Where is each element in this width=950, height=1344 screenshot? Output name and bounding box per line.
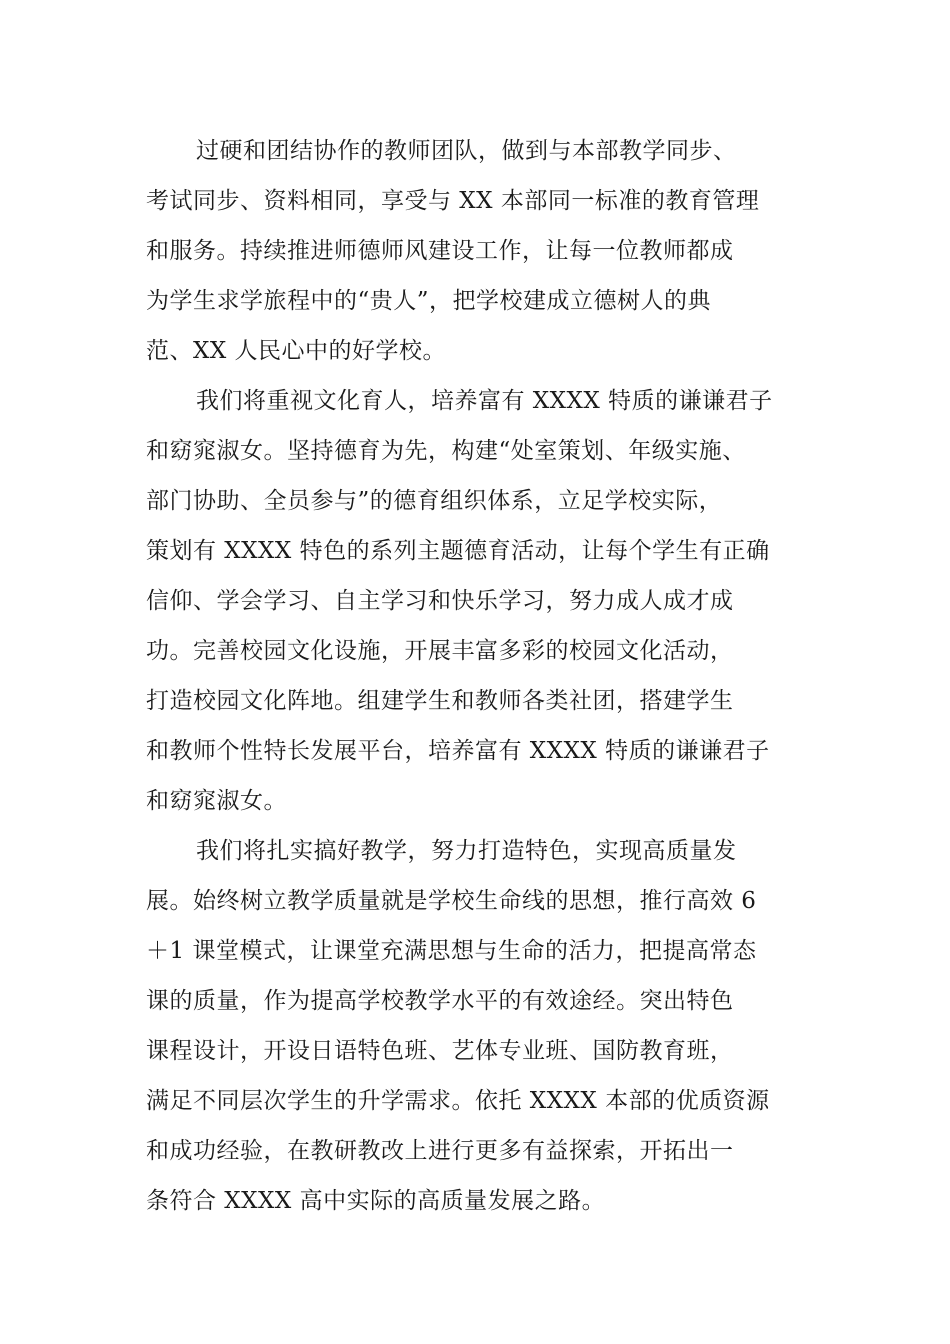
paragraph-line: 我们将重视文化育人，培养富有 XXXX 特质的谦谦君子: [196, 388, 773, 414]
paragraph-line: 和窈窕淑女。: [146, 788, 287, 814]
paragraph-line: 课程设计，开设日语特色班、艺体专业班、国防教育班，: [146, 1038, 734, 1064]
paragraph-line: 考试同步、资料相同，享受与 XX 本部同一标准的教育管理: [146, 188, 760, 214]
paragraph-line: 和成功经验，在教研教改上进行更多有益探索，开拓出一: [146, 1138, 734, 1164]
paragraph-1: [146, 126, 806, 376]
paragraph-line: 功。完善校园文化设施，开展丰富多彩的校园文化活动，: [146, 638, 734, 664]
paragraph-line: 和窈窕淑女。坚持德育为先，构建“处室策划、年级实施、: [146, 438, 746, 464]
paragraph-line: 信仰、学会学习、自主学习和快乐学习，努力成人成才成: [146, 588, 734, 614]
paragraph-line: 为学生求学旅程中的“贵人”，把学校建成立德树人的典: [146, 288, 712, 314]
paragraph-line: 范、XX 人民心中的好学校。: [146, 338, 447, 364]
paragraph-line: 满足不同层次学生的升学需求。依托 XXXX 本部的优质资源: [146, 1088, 770, 1114]
paragraph-3: [146, 826, 806, 1226]
paragraph-line: 策划有 XXXX 特色的系列主题德育活动，让每个学生有正确: [146, 538, 770, 564]
paragraph-line: 条符合 XXXX 高中实际的高质量发展之路。: [146, 1188, 606, 1214]
paragraph-line: 部门协助、全员参与”的德育组织体系，立足学校实际，: [146, 488, 723, 514]
paragraph-line: ＋1 课堂模式，让课堂充满思想与生命的活力，把提高常态: [146, 938, 757, 964]
paragraph-line: 打造校园文化阵地。组建学生和教师各类社团，搭建学生: [146, 688, 734, 714]
paragraph-line: 课的质量，作为提高学校教学水平的有效途经。突出特色: [146, 988, 734, 1014]
paragraph-line: 过硬和团结协作的教师团队，做到与本部教学同步、: [196, 138, 737, 164]
paragraph-2: [146, 376, 806, 826]
paragraph-line: 和服务。持续推进师德师风建设工作，让每一位教师都成: [146, 238, 734, 264]
paragraph-line: 和教师个性特长发展平台，培养富有 XXXX 特质的谦谦君子: [146, 738, 770, 764]
paragraph-line: 展。始终树立教学质量就是学校生命线的思想，推行高效 6: [146, 888, 757, 914]
paragraph-line: 我们将扎实搞好教学，努力打造特色，实现高质量发: [196, 838, 737, 864]
